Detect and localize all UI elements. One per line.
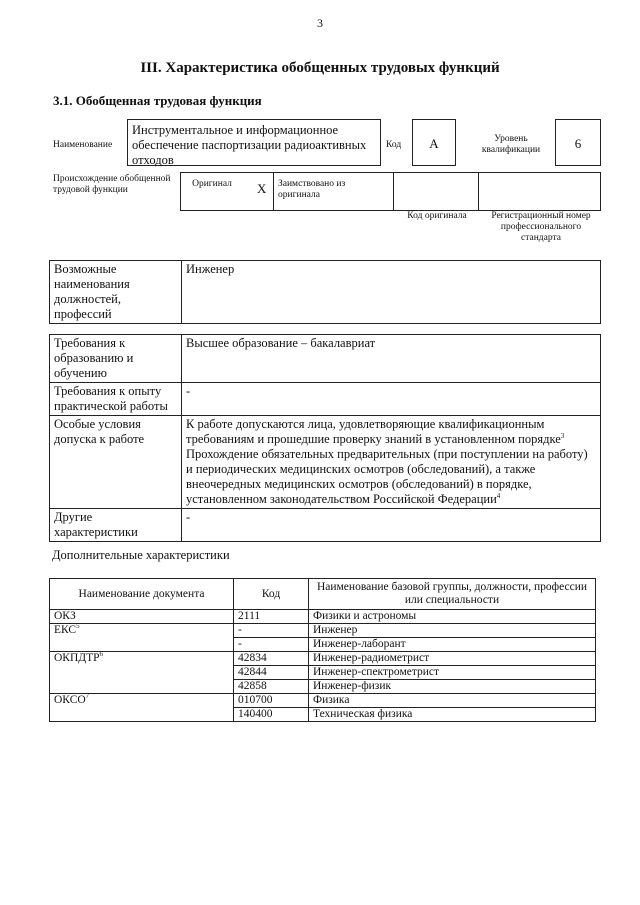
- divider: [273, 173, 274, 210]
- requirement-line: К работе допускаются лица, удовлетворяющие квалификационным требованиям и прошедшие проверку знаний в установленном порядке: [186, 417, 561, 446]
- requirement-value: -: [182, 383, 601, 416]
- level-value-box: [555, 119, 601, 166]
- doc-title: Инженер-лаборант: [309, 638, 596, 652]
- borrowed-label: Заимствовано из оригинала: [278, 179, 346, 200]
- doc-name: ОКПДТР: [54, 652, 100, 664]
- level-label: Уровень квалификации: [481, 134, 541, 155]
- doc-name-cell: [50, 624, 234, 652]
- doc-title: Инженер-радиометрист: [309, 652, 596, 666]
- footnote-ref: 5: [76, 622, 80, 631]
- doc-name-cell: [50, 652, 234, 694]
- doc-title: Инженер-спектрометрист: [309, 666, 596, 680]
- doc-title: Физика: [309, 694, 596, 708]
- doc-name-cell: [50, 694, 234, 722]
- doc-code: 42844: [234, 666, 309, 680]
- origin-label: Происхождение обобщенной трудовой функции: [53, 174, 171, 195]
- doc-title: Инженер: [309, 624, 596, 638]
- page-number: 3: [317, 16, 323, 30]
- code-value: A: [429, 136, 439, 151]
- requirement-label: Требования к образованию и обучению: [50, 335, 182, 383]
- doc-code: -: [234, 638, 309, 652]
- level-value: 6: [574, 136, 582, 151]
- doc-code: 010700: [234, 694, 309, 708]
- original-check-mark: X: [257, 181, 267, 196]
- requirement-label: Другие характеристики: [50, 509, 182, 542]
- requirement-label: Требования к опыту практической работы: [50, 383, 182, 416]
- subsection-title: 3.1. Обобщенная трудовая функция: [53, 93, 262, 108]
- table-row: [50, 610, 596, 624]
- name-label: Наименование: [53, 140, 113, 150]
- table-row: [50, 335, 601, 383]
- name-value: Инструментальное и информационное обеспечение паспортизации радиоактивных отходов: [132, 123, 367, 167]
- name-value-box: [127, 119, 381, 166]
- table-row: [50, 416, 601, 509]
- footnote-ref: 3: [560, 431, 565, 440]
- doc-name: ОКСО: [54, 694, 86, 706]
- doc-name: ЕКС: [54, 624, 77, 636]
- requirement-value: -: [182, 509, 601, 542]
- table-row: [50, 383, 601, 416]
- table-header-row: [50, 579, 596, 610]
- column-header: Наименование базовой группы, должности, профессии или специальности: [309, 579, 596, 610]
- requirement-value: Высшее образование – бакалавриат: [182, 335, 601, 383]
- reg-number-caption: Регистрационный номер профессионального стандарта: [491, 211, 591, 243]
- doc-title: Техническая физика: [309, 708, 596, 722]
- extra-table: [49, 578, 596, 722]
- code-value-box: [412, 119, 456, 166]
- table-row: [50, 652, 596, 666]
- doc-code: 2111: [234, 610, 309, 624]
- table-row: [50, 509, 601, 542]
- doc-name: ОКЗ: [50, 610, 234, 624]
- requirement-value: [182, 416, 601, 509]
- origin-row: [180, 172, 601, 211]
- footnote-ref: 7: [85, 692, 90, 701]
- footnote-ref: 4: [496, 491, 501, 500]
- doc-code: 42858: [234, 680, 309, 694]
- requirement-label: Особые условия допуска к работе: [50, 416, 182, 509]
- original-label: Оригинал: [192, 179, 232, 189]
- table-row: [50, 694, 596, 708]
- code-original-caption: Код оригинала: [407, 211, 467, 221]
- divider: [478, 173, 479, 210]
- column-header: Код: [234, 579, 309, 610]
- positions-table: [49, 260, 601, 324]
- extra-title: Дополнительные характеристики: [52, 548, 230, 562]
- positions-value: Инженер: [182, 261, 601, 324]
- divider: [393, 173, 394, 210]
- positions-label: Возможные наименования должностей, профессий: [50, 261, 182, 324]
- doc-title: Физики и астрономы: [309, 610, 596, 624]
- column-header: Наименование документа: [50, 579, 234, 610]
- doc-code: -: [234, 624, 309, 638]
- section-title: III. Характеристика обобщенных трудовых функций: [140, 60, 500, 76]
- doc-title: Инженер-физик: [309, 680, 596, 694]
- footnote-ref: 6: [99, 650, 104, 659]
- requirement-line: Прохождение обязательных предварительных (при поступлении на работу) и периодических медицинских осмотров (обследований), а также внеочередных медицинских осмотров (обследований) в порядке, установленном законодательством Российской Федерации: [186, 447, 588, 506]
- doc-code: 42834: [234, 652, 309, 666]
- doc-code: 140400: [234, 708, 309, 722]
- table-row: [50, 624, 596, 638]
- code-label: Код: [386, 140, 402, 150]
- requirements-table: [49, 334, 601, 542]
